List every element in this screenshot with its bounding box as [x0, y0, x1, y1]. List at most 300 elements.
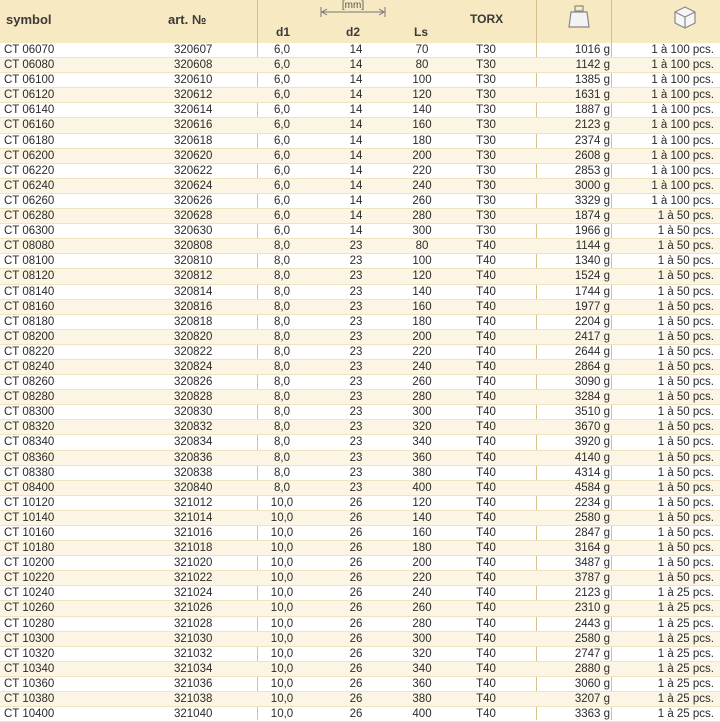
weight-cell: 2880 g [574, 662, 610, 675]
torx-cell: T40 [476, 466, 496, 479]
d2-cell: 14 [349, 194, 363, 207]
d1-cell: 10,0 [270, 693, 294, 706]
packaging-cell: 1 à 50 pcs. [657, 421, 714, 434]
symbol-cell: CT 08320 [4, 421, 55, 434]
packaging-cell: 1 à 50 pcs. [657, 496, 714, 509]
packaging-cell: 1 à 50 pcs. [657, 345, 714, 358]
header-d2: d2 [346, 25, 361, 39]
torx-cell: T40 [476, 662, 496, 675]
table-row [0, 677, 720, 692]
art-number-cell: 320608 [174, 59, 213, 72]
art-number-cell: 320814 [174, 285, 213, 298]
art-number-cell: 321020 [174, 557, 213, 570]
ls-cell: 320 [412, 421, 432, 434]
torx-cell: T40 [476, 255, 496, 268]
symbol-cell: CT 06120 [4, 89, 55, 102]
weight-cell: 1744 g [574, 285, 610, 298]
ls-cell: 180 [412, 542, 432, 555]
ls-cell: 240 [412, 179, 432, 192]
ls-cell: 260 [412, 194, 432, 207]
symbol-cell: CT 10200 [4, 557, 55, 570]
packaging-cell: 1 à 50 pcs. [657, 511, 714, 524]
table-row [0, 375, 720, 390]
symbol-cell: CT 08400 [4, 481, 55, 494]
symbol-cell: CT 08100 [4, 255, 55, 268]
box-icon [672, 4, 698, 30]
symbol-cell: CT 06180 [4, 134, 55, 147]
header-d1: d1 [276, 25, 291, 39]
ls-cell: 340 [412, 662, 432, 675]
d1-cell: 10,0 [270, 557, 294, 570]
d2-cell: 26 [349, 693, 363, 706]
ls-cell: 220 [412, 345, 432, 358]
art-number-cell: 320838 [174, 466, 213, 479]
symbol-cell: CT 08220 [4, 345, 55, 358]
art-number-cell: 320626 [174, 194, 213, 207]
art-number-cell: 320630 [174, 225, 213, 238]
d1-cell: 8,0 [274, 300, 290, 313]
torx-cell: T40 [476, 391, 496, 404]
packaging-cell: 1 à 100 pcs. [651, 149, 714, 162]
d2-cell: 26 [349, 677, 363, 690]
table-row [0, 451, 720, 466]
symbol-cell: CT 08200 [4, 330, 55, 343]
d2-cell: 23 [349, 270, 363, 283]
weight-cell: 3090 g [574, 376, 610, 389]
ls-cell: 120 [412, 270, 432, 283]
table-row [0, 103, 720, 118]
ls-cell: 120 [412, 496, 432, 509]
torx-cell: T40 [476, 406, 496, 419]
d2-cell: 14 [349, 119, 363, 132]
art-number-cell: 320810 [174, 255, 213, 268]
d2-cell: 26 [349, 662, 363, 675]
d2-cell: 14 [349, 225, 363, 238]
weight-cell: 1887 g [574, 104, 610, 117]
weight-cell: 1977 g [574, 300, 610, 313]
torx-cell: T30 [476, 119, 496, 132]
table-row [0, 526, 720, 541]
table-row [0, 466, 720, 481]
d1-cell: 6,0 [274, 225, 290, 238]
d2-cell: 26 [349, 708, 363, 721]
table-row [0, 315, 720, 330]
weight-cell: 2853 g [574, 164, 610, 177]
weight-cell: 4314 g [574, 466, 610, 479]
art-number-cell: 320614 [174, 104, 213, 117]
symbol-cell: CT 06220 [4, 164, 55, 177]
packaging-cell: 1 à 25 pcs. [657, 647, 714, 660]
unit-label: [mm] [341, 0, 365, 11]
art-number-cell: 320832 [174, 421, 213, 434]
ls-cell: 220 [412, 164, 432, 177]
d2-cell: 14 [349, 59, 363, 72]
packaging-cell: 1 à 50 pcs. [657, 572, 714, 585]
d1-cell: 10,0 [270, 617, 294, 630]
ls-cell: 180 [412, 134, 432, 147]
torx-cell: T40 [476, 677, 496, 690]
ls-cell: 200 [412, 330, 432, 343]
torx-cell: T30 [476, 210, 496, 223]
art-number-cell: 321016 [174, 527, 213, 539]
d2-cell: 26 [349, 572, 363, 585]
torx-cell: T40 [476, 542, 496, 555]
art-number-cell: 321028 [174, 617, 213, 630]
packaging-cell: 1 à 50 pcs. [657, 315, 714, 328]
weight-cell: 1874 g [574, 210, 610, 223]
torx-cell: T40 [476, 708, 496, 721]
weight-cell: 2847 g [574, 527, 610, 539]
d2-cell: 26 [349, 587, 363, 600]
weight-cell: 3000 g [574, 179, 610, 192]
header-symbol: symbol [6, 12, 52, 27]
symbol-cell: CT 08240 [4, 360, 55, 373]
table-row [0, 541, 720, 556]
art-number-cell: 320822 [174, 345, 213, 358]
torx-cell: T30 [476, 149, 496, 162]
ls-cell: 320 [412, 647, 432, 660]
d1-cell: 8,0 [274, 330, 290, 343]
art-number-cell: 320830 [174, 406, 213, 419]
packaging-cell: 1 à 50 pcs. [657, 285, 714, 298]
table-row [0, 692, 720, 707]
art-number-cell: 321018 [174, 542, 213, 555]
table-row [0, 149, 720, 164]
weight-cell: 2374 g [574, 134, 610, 147]
d1-cell: 10,0 [270, 647, 294, 660]
table-row [0, 435, 720, 450]
torx-cell: T30 [476, 194, 496, 207]
torx-cell: T40 [476, 345, 496, 358]
d1-cell: 6,0 [274, 74, 290, 87]
torx-cell: T30 [476, 74, 496, 87]
table-row [0, 405, 720, 420]
table-row [0, 194, 720, 209]
table-row [0, 73, 720, 88]
header-torx: TORX [470, 12, 504, 26]
torx-cell: T40 [476, 557, 496, 570]
d1-cell: 8,0 [274, 255, 290, 268]
packaging-cell: 1 à 100 pcs. [651, 104, 714, 117]
d1-cell: 10,0 [270, 542, 294, 555]
ls-cell: 380 [412, 466, 432, 479]
packaging-cell: 1 à 50 pcs. [657, 360, 714, 373]
ls-cell: 360 [412, 677, 432, 690]
torx-cell: T30 [476, 104, 496, 117]
weight-cell: 1631 g [574, 89, 610, 102]
symbol-cell: CT 08300 [4, 406, 55, 419]
d1-cell: 8,0 [274, 315, 290, 328]
symbol-cell: CT 10300 [4, 632, 55, 645]
d1-cell: 6,0 [274, 179, 290, 192]
table-row [0, 330, 720, 345]
symbol-cell: CT 08180 [4, 315, 55, 328]
packaging-cell: 1 à 25 pcs. [657, 677, 714, 690]
symbol-cell: CT 06200 [4, 149, 55, 162]
d1-cell: 8,0 [274, 466, 290, 479]
d2-cell: 23 [349, 300, 363, 313]
d1-cell: 6,0 [274, 104, 290, 117]
weight-cell: 3060 g [574, 677, 610, 690]
table-row [0, 345, 720, 360]
ls-cell: 80 [415, 240, 429, 253]
torx-cell: T40 [476, 330, 496, 343]
weight-cell: 3920 g [574, 436, 610, 449]
d2-cell: 23 [349, 315, 363, 328]
d2-cell: 14 [349, 164, 363, 177]
packaging-cell: 1 à 50 pcs. [657, 466, 714, 479]
d2-cell: 26 [349, 617, 363, 630]
symbol-cell: CT 06300 [4, 225, 55, 238]
symbol-cell: CT 08160 [4, 300, 55, 313]
ls-cell: 100 [412, 74, 432, 87]
table-row [0, 390, 720, 405]
ls-cell: 380 [412, 693, 432, 706]
d2-cell: 23 [349, 345, 363, 358]
table-row [0, 209, 720, 224]
art-number-cell: 321014 [174, 511, 213, 524]
d2-cell: 23 [349, 240, 363, 253]
art-number-cell: 320820 [174, 330, 213, 343]
symbol-cell: CT 06140 [4, 104, 55, 117]
d2-cell: 23 [349, 330, 363, 343]
ls-cell: 340 [412, 436, 432, 449]
ls-cell: 140 [412, 511, 432, 524]
packaging-cell: 1 à 50 pcs. [657, 255, 714, 268]
d2-cell: 26 [349, 527, 363, 539]
symbol-cell: CT 06160 [4, 119, 55, 132]
d2-cell: 14 [349, 104, 363, 117]
torx-cell: T40 [476, 496, 496, 509]
weight-cell: 1966 g [574, 225, 610, 238]
d1-cell: 10,0 [270, 632, 294, 645]
table-row [0, 118, 720, 133]
symbol-cell: CT 08140 [4, 285, 55, 298]
torx-cell: T40 [476, 693, 496, 706]
ls-cell: 70 [415, 44, 429, 56]
symbol-cell: CT 10320 [4, 647, 55, 660]
table-row [0, 571, 720, 586]
art-number-cell: 320612 [174, 89, 213, 102]
d1-cell: 6,0 [274, 149, 290, 162]
packaging-cell: 1 à 50 pcs. [657, 557, 714, 570]
table-row [0, 662, 720, 677]
d2-cell: 14 [349, 44, 363, 56]
art-number-cell: 321012 [174, 496, 213, 509]
weight-cell: 3284 g [574, 391, 610, 404]
packaging-cell: 1 à 100 pcs. [651, 89, 714, 102]
packaging-cell: 1 à 50 pcs. [657, 240, 714, 253]
art-number-cell: 320620 [174, 149, 213, 162]
art-number-cell: 320628 [174, 210, 213, 223]
table-row [0, 300, 720, 315]
d2-cell: 26 [349, 496, 363, 509]
ls-cell: 300 [412, 225, 432, 238]
symbol-cell: CT 10140 [4, 511, 55, 524]
torx-cell: T40 [476, 315, 496, 328]
packaging-cell: 1 à 100 pcs. [651, 164, 714, 177]
ls-cell: 280 [412, 617, 432, 630]
d2-cell: 23 [349, 285, 363, 298]
d2-cell: 26 [349, 602, 363, 615]
weight-cell: 1340 g [574, 255, 610, 268]
d1-cell: 10,0 [270, 602, 294, 615]
d2-cell: 26 [349, 511, 363, 524]
table-row [0, 88, 720, 103]
unit-indicator [318, 0, 388, 20]
packaging-cell: 1 à 50 pcs. [657, 330, 714, 343]
torx-cell: T40 [476, 617, 496, 630]
d1-cell: 8,0 [274, 345, 290, 358]
d1-cell: 6,0 [274, 44, 290, 56]
ls-cell: 160 [412, 527, 432, 539]
table-row [0, 269, 720, 284]
weight-cell: 2580 g [574, 511, 610, 524]
torx-cell: T40 [476, 572, 496, 585]
weight-cell: 2443 g [574, 617, 610, 630]
ls-cell: 300 [412, 406, 432, 419]
packaging-cell: 1 à 100 pcs. [651, 194, 714, 207]
ls-cell: 260 [412, 602, 432, 615]
packaging-cell: 1 à 50 pcs. [657, 391, 714, 404]
table-row [0, 239, 720, 254]
symbol-cell: CT 10340 [4, 662, 55, 675]
weight-cell: 3329 g [574, 194, 610, 207]
torx-cell: T40 [476, 602, 496, 615]
packaging-cell: 1 à 100 pcs. [651, 179, 714, 192]
symbol-cell: CT 06260 [4, 194, 55, 207]
table-row [0, 556, 720, 571]
ls-cell: 160 [412, 119, 432, 132]
art-number-cell: 320840 [174, 481, 213, 494]
symbol-cell: CT 06240 [4, 179, 55, 192]
d1-cell: 8,0 [274, 406, 290, 419]
ls-cell: 200 [412, 557, 432, 570]
symbol-cell: CT 10220 [4, 572, 55, 585]
packaging-cell: 1 à 25 pcs. [657, 693, 714, 706]
d2-cell: 14 [349, 210, 363, 223]
art-number-cell: 320610 [174, 74, 213, 87]
d1-cell: 8,0 [274, 376, 290, 389]
torx-cell: T40 [476, 436, 496, 449]
d1-cell: 8,0 [274, 285, 290, 298]
ls-cell: 240 [412, 587, 432, 600]
torx-cell: T40 [476, 647, 496, 660]
art-number-cell: 320622 [174, 164, 213, 177]
symbol-cell: CT 10380 [4, 693, 55, 706]
ls-cell: 80 [415, 59, 429, 72]
d1-cell: 8,0 [274, 436, 290, 449]
packaging-cell: 1 à 50 pcs. [657, 406, 714, 419]
table-row [0, 285, 720, 300]
packaging-cell: 1 à 50 pcs. [657, 270, 714, 283]
d1-cell: 10,0 [270, 587, 294, 600]
weight-cell: 2417 g [574, 330, 610, 343]
packaging-cell: 1 à 25 pcs. [657, 708, 714, 721]
weight-cell: 4584 g [574, 481, 610, 494]
art-number-cell: 320607 [174, 44, 213, 56]
symbol-cell: CT 10280 [4, 617, 55, 630]
d2-cell: 23 [349, 466, 363, 479]
symbol-cell: CT 10400 [4, 708, 55, 721]
d2-cell: 23 [349, 451, 363, 464]
art-number-cell: 320828 [174, 391, 213, 404]
table-row [0, 632, 720, 647]
weight-cell: 3164 g [574, 542, 610, 555]
symbol-cell: CT 06100 [4, 74, 55, 87]
weight-cell: 3787 g [574, 572, 610, 585]
table-row [0, 43, 720, 58]
d2-cell: 26 [349, 542, 363, 555]
table-row [0, 134, 720, 149]
table-row [0, 164, 720, 179]
d1-cell: 8,0 [274, 421, 290, 434]
art-number-cell: 321024 [174, 587, 213, 600]
art-number-cell: 321030 [174, 632, 213, 645]
d2-cell: 23 [349, 376, 363, 389]
packaging-cell: 1 à 50 pcs. [657, 436, 714, 449]
table-row [0, 58, 720, 73]
table-row [0, 601, 720, 616]
art-number-cell: 320824 [174, 360, 213, 373]
d1-cell: 10,0 [270, 677, 294, 690]
symbol-cell: CT 08340 [4, 436, 55, 449]
d2-cell: 23 [349, 481, 363, 494]
symbol-cell: CT 08080 [4, 240, 55, 253]
d2-cell: 14 [349, 179, 363, 192]
art-number-cell: 321034 [174, 662, 213, 675]
ls-cell: 400 [412, 708, 432, 721]
d1-cell: 6,0 [274, 89, 290, 102]
packaging-cell: 1 à 50 pcs. [657, 225, 714, 238]
ls-cell: 220 [412, 572, 432, 585]
table-row [0, 179, 720, 194]
weight-cell: 4140 g [574, 451, 610, 464]
torx-cell: T40 [476, 240, 496, 253]
ls-cell: 300 [412, 632, 432, 645]
weight-cell: 3363 g [574, 708, 610, 721]
d1-cell: 10,0 [270, 572, 294, 585]
art-number-cell: 321032 [174, 647, 213, 660]
art-number-cell: 320618 [174, 134, 213, 147]
torx-cell: T40 [476, 285, 496, 298]
d1-cell: 10,0 [270, 527, 294, 539]
packaging-cell: 1 à 25 pcs. [657, 587, 714, 600]
torx-cell: T40 [476, 587, 496, 600]
packaging-cell: 1 à 50 pcs. [657, 481, 714, 494]
d1-cell: 8,0 [274, 391, 290, 404]
symbol-cell: CT 06080 [4, 59, 55, 72]
ls-cell: 180 [412, 315, 432, 328]
packaging-cell: 1 à 50 pcs. [657, 527, 714, 539]
d2-cell: 14 [349, 134, 363, 147]
table-row [0, 420, 720, 435]
ls-cell: 280 [412, 210, 432, 223]
torx-cell: T30 [476, 89, 496, 102]
weight-cell: 2580 g [574, 632, 610, 645]
packaging-cell: 1 à 50 pcs. [657, 300, 714, 313]
art-number-cell: 321038 [174, 693, 213, 706]
torx-cell: T40 [476, 511, 496, 524]
weight-icon [566, 4, 592, 30]
symbol-cell: CT 06280 [4, 210, 55, 223]
table-row [0, 511, 720, 526]
d1-cell: 8,0 [274, 270, 290, 283]
packaging-cell: 1 à 25 pcs. [657, 662, 714, 675]
ls-cell: 140 [412, 104, 432, 117]
d2-cell: 26 [349, 557, 363, 570]
packaging-cell: 1 à 50 pcs. [657, 542, 714, 555]
